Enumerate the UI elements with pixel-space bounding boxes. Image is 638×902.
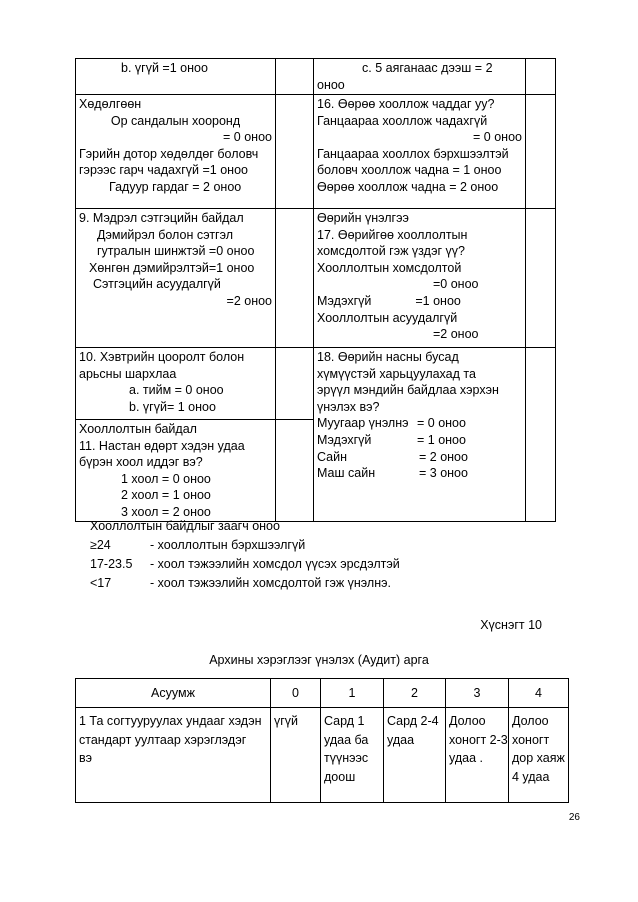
score-cell	[526, 348, 556, 522]
score-label: Муугаар үнэлнэ	[317, 416, 409, 431]
table-cell	[76, 420, 276, 522]
cell-text: удаа .	[449, 751, 483, 765]
cell-text: 10. Хэвтрийн цооролт болон	[79, 350, 245, 364]
cell-text: 3 хоол = 2 оноо	[121, 504, 211, 519]
score-line	[317, 432, 522, 449]
cell-text: =2 оноо	[433, 327, 479, 342]
table-row	[76, 708, 569, 803]
audit-table	[75, 678, 569, 803]
table-cell	[76, 348, 276, 420]
cell-text: Ор сандалын хооронд	[110, 113, 241, 128]
cell-text: 9. Мэдрэл сэтгэцийн байдал	[79, 211, 244, 225]
summary-value: - хооллолтын бэрхшээлгүй	[150, 538, 306, 552]
cell-text: Сард 2-4	[387, 714, 439, 728]
score-value: = 1 оноо	[417, 432, 466, 447]
cell-text: оноо	[317, 77, 345, 92]
summary-title: Хооллолтын байдлыг заагч оноо	[90, 519, 280, 533]
cell-text: гэрээс гарч чадахгүй =1 оноо	[79, 163, 248, 178]
table-cell	[76, 708, 271, 803]
cell-text: =1 оноо	[415, 293, 461, 308]
score-line	[317, 465, 522, 482]
cell-text: b. үгүй =1 оноо	[121, 61, 208, 75]
summary-key: <17	[90, 576, 112, 590]
score-value: = 0 оноо	[417, 416, 466, 431]
cell-text: эрүүл мэндийн байдлаа хэрхэн	[317, 383, 499, 398]
cell-text: 16. Өөрөө хооллож чаддаг уу?	[317, 97, 495, 111]
cell-text: боловч хооллож чадна = 1 оноо	[317, 163, 502, 178]
cell-text: =2 оноо	[226, 293, 272, 308]
table-cell	[76, 209, 276, 348]
cell-text: доош	[324, 769, 356, 784]
cell-text: удаа	[387, 732, 415, 747]
score-cell	[276, 348, 314, 420]
cell-text: Хооллолтын хомсдолтой	[317, 260, 462, 275]
summary-value: - хоол тэжээлийн хомсдол үүсэх эрсдэлтэй	[150, 557, 400, 571]
cell-text: бүрэн хоол иддэг вэ?	[79, 455, 203, 470]
table-cell	[314, 348, 526, 522]
table-cell	[314, 59, 526, 95]
cell-text: c. 5 аяганаас дээш = 2	[362, 61, 493, 75]
score-cell	[526, 209, 556, 348]
cell-text	[317, 293, 522, 310]
score-value: = 2 оноо	[419, 449, 468, 464]
cell-text: вэ	[79, 751, 93, 765]
nutrition-assessment-table	[75, 58, 556, 522]
table-row	[76, 59, 556, 95]
cell-text: b. үгүй= 1 оноо	[129, 399, 216, 414]
cell-text: Сард 1	[324, 714, 365, 728]
score-cell	[526, 95, 556, 209]
cell-text: стандарт уултаар хэрэглэдэг	[79, 732, 247, 747]
cell-text: удаа ба	[324, 732, 369, 747]
cell-text: хоногт 2-3	[449, 732, 508, 747]
table-cell	[446, 708, 509, 803]
score-cell	[276, 59, 314, 95]
cell-text: Хооллолтын байдал	[79, 422, 197, 436]
cell-text: Ганцаараа хооллох бэрхшээлтэй	[317, 146, 509, 161]
score-label: Маш сайн	[317, 466, 376, 481]
summary-key: ≥24	[90, 538, 111, 552]
score-summary	[80, 517, 400, 593]
cell-text: 18. Өөрийн насны бусад	[317, 350, 459, 364]
cell-text: Хооллолтын асуудалгүй	[317, 310, 458, 325]
score-cell	[276, 209, 314, 348]
table-cell	[321, 708, 384, 803]
summary-row	[80, 536, 400, 555]
score-value: = 3 оноо	[419, 466, 468, 481]
score-line	[317, 449, 522, 466]
cell-text: Хөдөлгөөн	[79, 97, 142, 111]
cell-text: =0 оноо	[433, 277, 479, 292]
cell-text: хүмүүстэй харьцуулахад та	[317, 366, 476, 381]
table-row	[76, 348, 556, 420]
cell-text: Ганцаараа хооллож чадахгүй	[317, 113, 488, 128]
cell-text: 2 хоол = 1 оноо	[121, 488, 211, 503]
table-header-row	[76, 679, 569, 708]
page-number: 26	[568, 812, 580, 823]
table-cell	[271, 708, 321, 803]
column-header: 1	[321, 679, 384, 708]
cell-text: Өөрийн үнэлгээ	[317, 211, 409, 225]
column-header: 0	[271, 679, 321, 708]
table-cell	[509, 708, 569, 803]
cell-text: a. тийм = 0 оноо	[129, 383, 224, 398]
cell-text: дор хаяж	[512, 751, 565, 765]
cell-text: Гадуур гардаг = 2 оноо	[109, 179, 242, 194]
score-line	[317, 415, 522, 432]
cell-text: 1 Та согтууруулах ундааг хэдэн	[79, 714, 262, 728]
table-cell	[76, 95, 276, 209]
table-row	[76, 95, 556, 209]
table-cell	[76, 59, 276, 95]
summary-row	[80, 555, 400, 574]
summary-key: 17-23.5	[90, 557, 133, 571]
cell-text: Долоо	[449, 714, 486, 728]
cell-text: Долоо	[512, 714, 549, 728]
score-label: Мэдэхгүй	[317, 432, 372, 447]
table-cell	[314, 95, 526, 209]
cell-text: хомсдолтой гэж үздэг үү?	[317, 244, 465, 259]
column-header: Асуумж	[76, 679, 271, 708]
cell-text: хоногт	[512, 732, 550, 747]
cell-text: = 0 оноо	[223, 130, 272, 145]
cell-text: арьсны шархлаа	[79, 366, 177, 381]
table-cell	[314, 209, 526, 348]
table-title: Архины хэрэглээг үнэлэх (Аудит) арга	[209, 653, 429, 667]
cell-text: үгүй	[274, 714, 299, 728]
table-row	[76, 209, 556, 348]
table-cell	[384, 708, 446, 803]
cell-text: 4 удаа	[512, 769, 550, 784]
score-label: Сайн	[317, 449, 348, 464]
cell-text: 11. Настан өдөрт хэдэн удаа	[79, 438, 245, 453]
cell-text: = 0 оноо	[473, 130, 522, 145]
cell-text: түүнээс	[324, 751, 369, 765]
score-cell	[276, 420, 314, 522]
summary-value: - хоол тэжээлийн хомсдолтой гэж үнэлнэ.	[150, 576, 391, 590]
score-cell	[526, 59, 556, 95]
cell-text: гутралын шинжтэй =0 оноо	[97, 244, 255, 259]
cell-text: Өөрөө хооллож чадна = 2 оноо	[317, 179, 499, 194]
summary-row	[80, 574, 400, 593]
column-header: 2	[384, 679, 446, 708]
cell-text: Сэтгэцийн асуудалгүй	[93, 277, 221, 292]
column-header: 4	[509, 679, 569, 708]
cell-text: 17. Өөрийгөө хооллолтын	[317, 227, 468, 242]
cell-text: Мэдэхгүй	[317, 293, 372, 308]
cell-text: Дэмийрэл болон сэтгэл	[97, 227, 233, 242]
cell-text: Гэрийн дотор хөдөлдөг боловч	[79, 146, 259, 161]
score-cell	[276, 95, 314, 209]
cell-text: Хөнгөн дэмийрэлтэй=1 оноо	[89, 260, 255, 275]
cell-text: үнэлэх вэ?	[317, 399, 380, 414]
table-number: Хүснэгт 10	[480, 618, 542, 632]
cell-text: 1 хоол = 0 оноо	[121, 471, 211, 486]
column-header: 3	[446, 679, 509, 708]
